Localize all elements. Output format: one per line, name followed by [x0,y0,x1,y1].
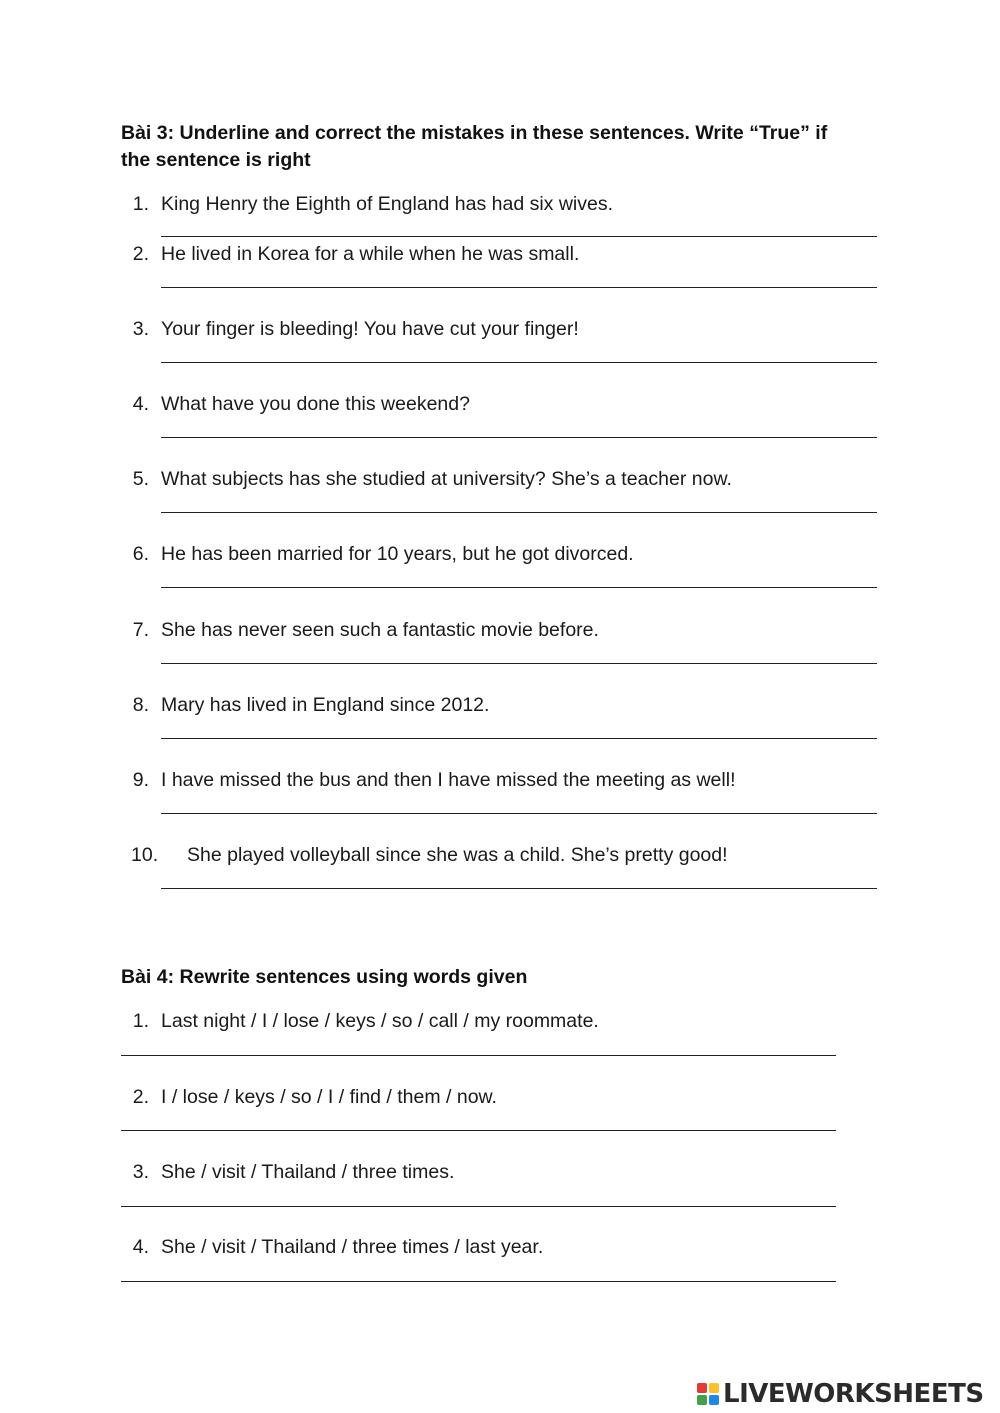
item-text: What have you done this weekend? [161,393,470,415]
logo-block-blue [709,1395,719,1405]
answer-line[interactable] [161,437,877,438]
item-text: Mary has lived in England since 2012. [161,694,490,716]
item-text: She / visit / Thailand / three times / last year. [161,1236,544,1258]
logo-block-yellow [709,1383,719,1393]
exercise-3-title: Bài 3: Underline and correct the mistakes in these sentences. Write “True” if the sentence is right [121,122,828,171]
item-number: 1. [132,1010,149,1032]
item-text: He lived in Korea for a while when he was small. [161,243,580,265]
item-text: I have missed the bus and then I have missed the meeting as well! [161,769,736,791]
logo-text: LIVEWORKSHEETS [723,1379,984,1409]
item-number: 1. [132,193,149,215]
logo-block-red [697,1383,707,1393]
item-number: 2. [132,1086,149,1108]
answer-line[interactable] [161,287,877,288]
item-number: 4. [132,393,149,415]
item-text: Your finger is bleeding! You have cut your finger! [161,318,579,340]
item-number: 2. [132,243,149,265]
item-text: I / lose / keys / so / I / find / them / now. [161,1086,497,1108]
item-number: 4. [132,1236,149,1258]
item-number: 5. [132,468,149,490]
item-number: 3. [132,318,149,340]
item-number: 8. [132,694,149,716]
item-text: He has been married for 10 years, but he got divorced. [161,543,634,565]
answer-line[interactable] [121,1130,836,1131]
liveworksheets-logo [697,1380,984,1408]
logo-block-green [697,1395,707,1405]
answer-line[interactable] [161,362,877,363]
answer-line[interactable] [161,587,877,588]
answer-line[interactable] [161,512,877,513]
item-text: She played volleyball since she was a child. She’s pretty good! [187,844,728,866]
item-number: 9. [132,769,149,791]
answer-line[interactable] [161,738,877,739]
answer-line[interactable] [121,1206,836,1207]
item-text: She / visit / Thailand / three times. [161,1161,455,1183]
item-text: She has never seen such a fantastic movie before. [161,619,599,641]
answer-line[interactable] [161,236,877,237]
logo-blocks-icon [697,1381,721,1407]
item-number: 10. [131,844,159,866]
item-text: What subjects has she studied at university? She’s a teacher now. [161,468,732,490]
answer-line[interactable] [161,663,877,664]
item-number: 7. [132,619,149,641]
item-text: King Henry the Eighth of England has had six wives. [161,193,614,215]
item-number: 3. [132,1161,149,1183]
answer-line[interactable] [121,1055,836,1056]
exercise-4-title: Bài 4: Rewrite sentences using words given [121,966,528,988]
answer-line[interactable] [161,813,877,814]
answer-line[interactable] [121,1281,836,1282]
answer-line[interactable] [161,888,877,889]
item-text: Last night / I / lose / keys / so / call / my roommate. [161,1010,599,1032]
item-number: 6. [132,543,149,565]
